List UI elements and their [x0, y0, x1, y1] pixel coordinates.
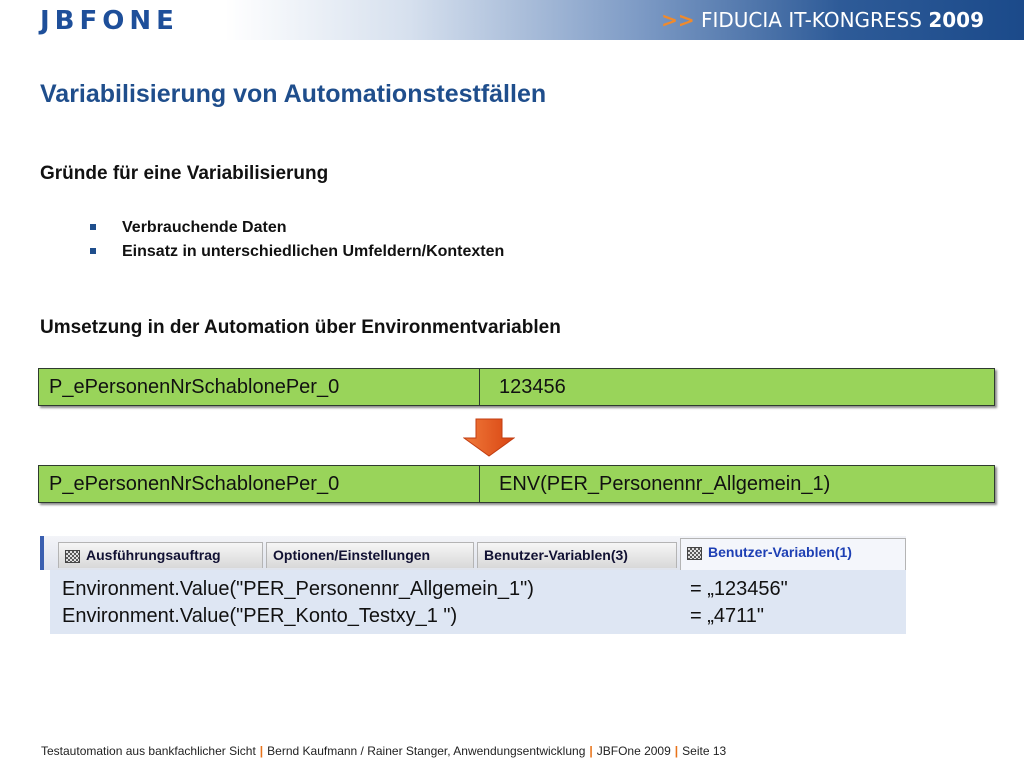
congress-name: FIDUCIA IT-KONGRESS — [700, 8, 922, 32]
tab-benutzer-variablen-1[interactable] — [680, 538, 906, 570]
footer-topic: Testautomation aus bankfachlicher Sicht — [41, 744, 256, 758]
tab-ausfuehrungsauftrag[interactable] — [58, 542, 263, 568]
grid-icon — [65, 550, 80, 563]
footer-authors: Bernd Kaufmann / Rainer Stanger, Anwendungsentwicklung — [267, 744, 586, 758]
row-divider — [479, 466, 480, 502]
tab-optionen-einstellungen[interactable] — [266, 542, 474, 568]
jbfone-logo: JBFONE — [40, 6, 179, 36]
footer-page-number: Seite 13 — [682, 744, 727, 758]
variable-row-after — [38, 465, 995, 503]
footer — [41, 744, 726, 758]
row-divider — [479, 369, 480, 405]
grid-icon — [687, 547, 702, 560]
footer-separator: | — [589, 744, 593, 758]
variable-row-before — [38, 368, 995, 406]
footer-separator: | — [674, 744, 679, 758]
bullet-square-icon — [90, 224, 96, 230]
congress-banner-text — [661, 8, 984, 32]
footer-separator: | — [259, 744, 264, 758]
tab-label: Optionen/Einstellungen — [273, 547, 431, 563]
variable-value: 123456 — [499, 376, 566, 398]
environment-result: = „4711" — [690, 605, 765, 627]
tab-benutzer-variablen-3[interactable] — [477, 542, 677, 568]
down-arrow-icon — [463, 418, 515, 458]
reasons-heading: Gründe für eine Variabilisierung — [40, 163, 329, 184]
slide-title: Variabilisierung von Automationstestfällen — [40, 80, 547, 108]
bullet-item — [90, 216, 504, 240]
footer-event: JBFOne 2009 — [596, 744, 671, 758]
bullet-text: Einsatz in unterschiedlichen Umfeldern/Kontexten — [122, 243, 505, 260]
bullet-item — [90, 240, 504, 264]
tab-label: Benutzer-Variablen(3) — [484, 547, 628, 563]
bullet-square-icon — [90, 248, 96, 254]
tab-label: Ausführungsauftrag — [86, 547, 221, 563]
bullet-text: Verbrauchende Daten — [122, 219, 287, 236]
environment-values-panel — [50, 570, 906, 634]
variable-value: ENV(PER_Personennr_Allgemein_1) — [499, 473, 831, 495]
environment-expression: Environment.Value("PER_Konto_Testxy_1 ") — [62, 605, 458, 627]
variable-name: P_ePersonenNrSchablonePer_0 — [49, 376, 340, 398]
tab-bar — [40, 536, 906, 570]
environment-result: = „123456" — [690, 578, 788, 600]
variable-name: P_ePersonenNrSchablonePer_0 — [49, 473, 340, 495]
implementation-heading: Umsetzung in der Automation über Environmentvariablen — [40, 317, 561, 338]
congress-arrows: >> — [661, 8, 695, 32]
header-banner — [0, 0, 1024, 40]
congress-year: 2009 — [928, 8, 984, 32]
reasons-list — [90, 216, 504, 264]
environment-expression: Environment.Value("PER_Personennr_Allgemein_1") — [62, 578, 534, 600]
tab-label: Benutzer-Variablen(1) — [708, 544, 852, 560]
